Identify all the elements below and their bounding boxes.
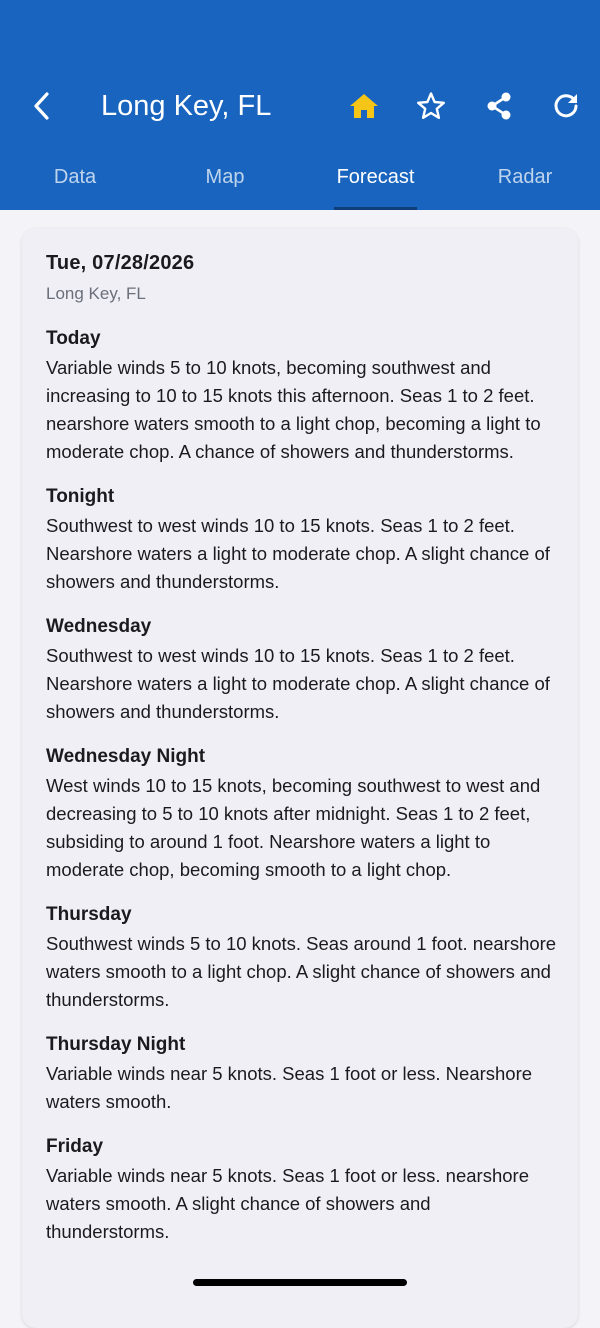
forecast-period — [46, 900, 558, 1014]
period-text: Variable winds near 5 knots. Seas 1 foot or less. nearshore waters smooth. A slight chance of showers and thunderstorms. — [46, 1165, 529, 1242]
page-title: Long Key, FL — [101, 90, 272, 122]
home-icon — [349, 92, 379, 120]
active-tab-indicator — [334, 207, 417, 210]
home-button[interactable] — [344, 84, 384, 128]
period-name: Thursday Night — [46, 1034, 186, 1055]
period-text: Southwest winds 5 to 10 knots. Seas around 1 foot. nearshore waters smooth to a light chop. A slight chance of showers and thunderstorms. — [46, 933, 557, 1010]
refresh-icon — [551, 91, 581, 121]
period-text: West winds 10 to 15 knots, becoming southwest to west and decreasing to 5 to 10 knots after midnight. Seas 1 to 2 feet, subsiding to around 1 foot. Nearshore waters a light to moderate chop, becoming smooth to a light chop. — [46, 775, 541, 880]
period-name: Friday — [46, 1136, 104, 1157]
star-icon — [416, 91, 446, 121]
share-button[interactable] — [479, 84, 519, 128]
chevron-left-icon — [31, 91, 53, 121]
forecast-period — [46, 1132, 558, 1246]
forecast-date: Tue, 07/28/2026 — [46, 252, 195, 274]
forecast-location: Long Key, FL — [46, 284, 146, 303]
forecast-period — [46, 324, 558, 466]
tab-map[interactable]: Map — [205, 166, 245, 188]
app-header — [0, 0, 600, 210]
tab-forecast[interactable]: Forecast — [336, 166, 415, 188]
forecast-card — [22, 228, 578, 1328]
forecast-period — [46, 742, 558, 884]
tab-data[interactable]: Data — [53, 166, 97, 188]
period-text: Southwest to west winds 10 to 15 knots. Seas 1 to 2 feet. Nearshore waters a light to moderate chop. A slight chance of showers and thunderstorms. — [46, 515, 550, 592]
period-text: Variable winds 5 to 10 knots, becoming southwest and increasing to 10 to 15 knots this afternoon. Seas 1 to 2 feet. nearshore waters smooth to a light chop, becoming a light to moderate chop. A chance of showers and thunderstorms. — [46, 357, 541, 462]
period-name: Today — [46, 328, 101, 349]
forecast-periods — [46, 324, 558, 1262]
forecast-period — [46, 1030, 558, 1116]
share-icon — [484, 91, 514, 121]
period-name: Thursday — [46, 904, 132, 925]
period-name: Wednesday Night — [46, 746, 206, 767]
refresh-button[interactable] — [546, 84, 586, 128]
favorite-button[interactable] — [411, 84, 451, 128]
period-name: Tonight — [46, 486, 115, 507]
forecast-period — [46, 612, 558, 726]
period-text: Variable winds near 5 knots. Seas 1 foot or less. Nearshore waters smooth. — [46, 1063, 533, 1112]
back-button[interactable] — [22, 84, 62, 128]
period-name: Wednesday — [46, 616, 152, 637]
period-text: Southwest to west winds 10 to 15 knots. Seas 1 to 2 feet. Nearshore waters a light to moderate chop. A slight chance of showers and thunderstorms. — [46, 645, 550, 722]
home-indicator-bar[interactable] — [193, 1279, 407, 1286]
tab-radar[interactable]: Radar — [497, 166, 553, 188]
forecast-period — [46, 482, 558, 596]
